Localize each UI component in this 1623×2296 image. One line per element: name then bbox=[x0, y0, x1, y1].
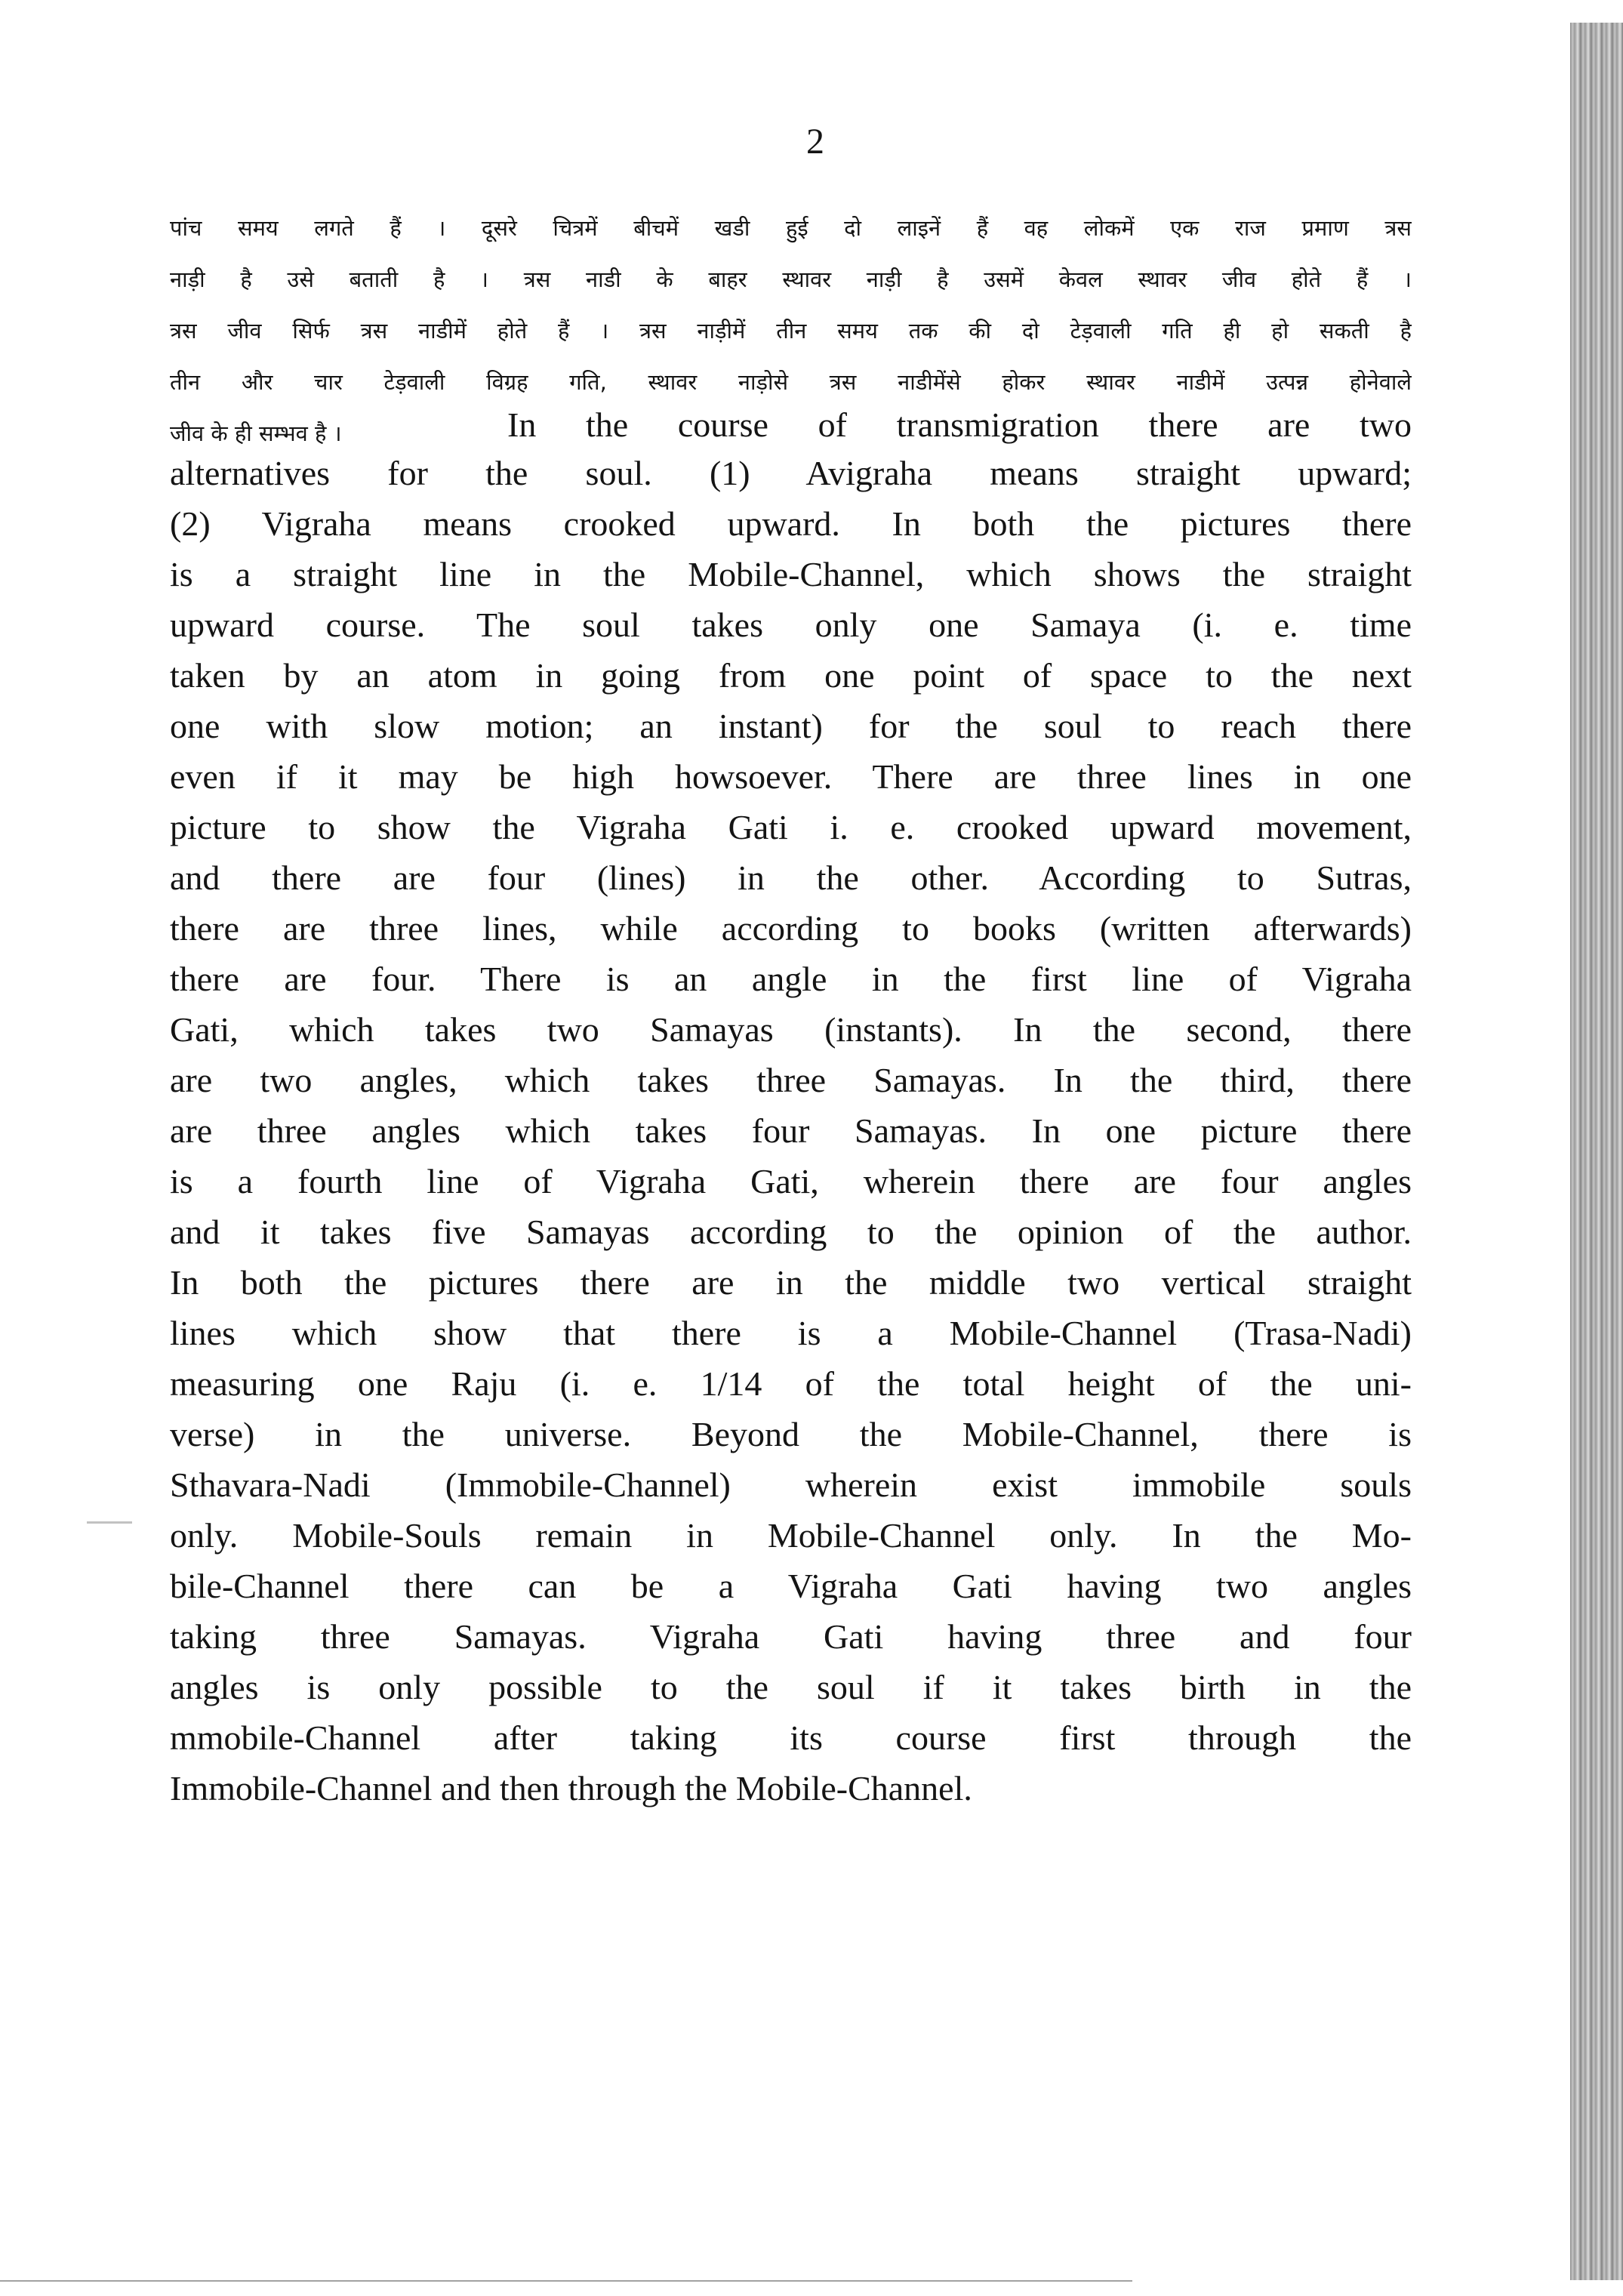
english-text-line: Immobile-Channel and then through the Mobile-Channel. bbox=[170, 1769, 972, 1808]
english-text-line: bile-Channel there can be a Vigraha Gati having two angles bbox=[170, 1567, 1412, 1605]
hindi-text-line: नाड़ी है उसे बताती है । त्रस नाडी के बाहर स्थावर नाड़ी है उसमें केवल स्थावर जीव होते हैं । bbox=[170, 267, 1412, 292]
english-text-line: measuring one Raju (i. e. 1/14 of the total height of the uni- bbox=[170, 1364, 1412, 1403]
english-text-line: one with slow motion; an instant) for the soul to reach there bbox=[170, 707, 1412, 745]
english-text-line: upward course. The soul takes only one Samaya (i. e. time bbox=[170, 606, 1412, 644]
english-text-line: even if it may be high howsoever. There are three lines in one bbox=[170, 757, 1412, 796]
bottom-scan-line bbox=[0, 2280, 1132, 2282]
english-text-line: alternatives for the soul. (1) Avigraha means straight upward; bbox=[170, 454, 1412, 492]
english-text-line: is a straight line in the Mobile-Channel, which shows the straight bbox=[170, 555, 1412, 593]
margin-mark bbox=[87, 1521, 132, 1524]
scanned-page-edge bbox=[1570, 23, 1623, 2280]
english-text-line: (2) Vigraha means crooked upward. In both the pictures there bbox=[170, 504, 1412, 543]
english-text-line: picture to show the Vigraha Gati i. e. crooked upward movement, bbox=[170, 808, 1412, 846]
hindi-text-line: जीव के ही सम्भव है । bbox=[170, 421, 342, 446]
english-text-line: taken by an atom in going from one point of space to the next bbox=[170, 656, 1412, 695]
english-text-line: there are three lines, while according to books (written afterwards) bbox=[170, 909, 1412, 948]
english-text-line: Sthavara-Nadi (Immobile-Channel) wherein exist immobile souls bbox=[170, 1465, 1412, 1504]
hindi-text-line: तीन और चार टेड़वाली विग्रह गति, स्थावर नाड़ोसे त्रस नाडीमेंसे होकर स्थावर नाडीमें उत्पन्न होनेवाले bbox=[170, 370, 1412, 395]
english-text-line: In both the pictures there are in the middle two vertical straight bbox=[170, 1263, 1412, 1302]
hindi-text-line: पांच समय लगते हैं । दूसरे चित्रमें बीचमें खडी हुई दो लाइनें हैं वह लोकमें एक राज प्रमाण त्रस bbox=[170, 216, 1412, 241]
english-text-line: lines which show that there is a Mobile-Channel (Trasa-Nadi) bbox=[170, 1314, 1412, 1352]
english-opening-line: In the course of transmigration there are two bbox=[507, 405, 1412, 444]
page-number: 2 bbox=[806, 122, 824, 162]
english-text-line: are three angles which takes four Samayas. In one picture there bbox=[170, 1111, 1412, 1150]
english-text-line: and it takes five Samayas according to the opinion of the author. bbox=[170, 1213, 1412, 1251]
hindi-text-line: त्रस जीव सिर्फ त्रस नाडीमें होते हैं । त्रस नाड़ीमें तीन समय तक की दो टेड़वाली गति ही हो सकती है bbox=[170, 319, 1412, 344]
english-text-line: are two angles, which takes three Samayas. In the third, there bbox=[170, 1061, 1412, 1099]
english-text-line: verse) in the universe. Beyond the Mobile-Channel, there is bbox=[170, 1415, 1412, 1453]
english-text-line: mmobile-Channel after taking its course first through the bbox=[170, 1718, 1412, 1757]
english-text-line: and there are four (lines) in the other. According to Sutras, bbox=[170, 858, 1412, 897]
english-text-line: is a fourth line of Vigraha Gati, wherein there are four angles bbox=[170, 1162, 1412, 1200]
english-text-line: only. Mobile-Souls remain in Mobile-Channel only. In the Mo- bbox=[170, 1516, 1412, 1555]
english-text-line: taking three Samayas. Vigraha Gati having three and four bbox=[170, 1617, 1412, 1656]
body-text bbox=[170, 216, 1412, 1814]
english-text-line: there are four. There is an angle in the first line of Vigraha bbox=[170, 960, 1412, 998]
english-text-line: Gati, which takes two Samayas (instants). In the second, there bbox=[170, 1010, 1412, 1049]
english-text-line: angles is only possible to the soul if it takes birth in the bbox=[170, 1668, 1412, 1706]
